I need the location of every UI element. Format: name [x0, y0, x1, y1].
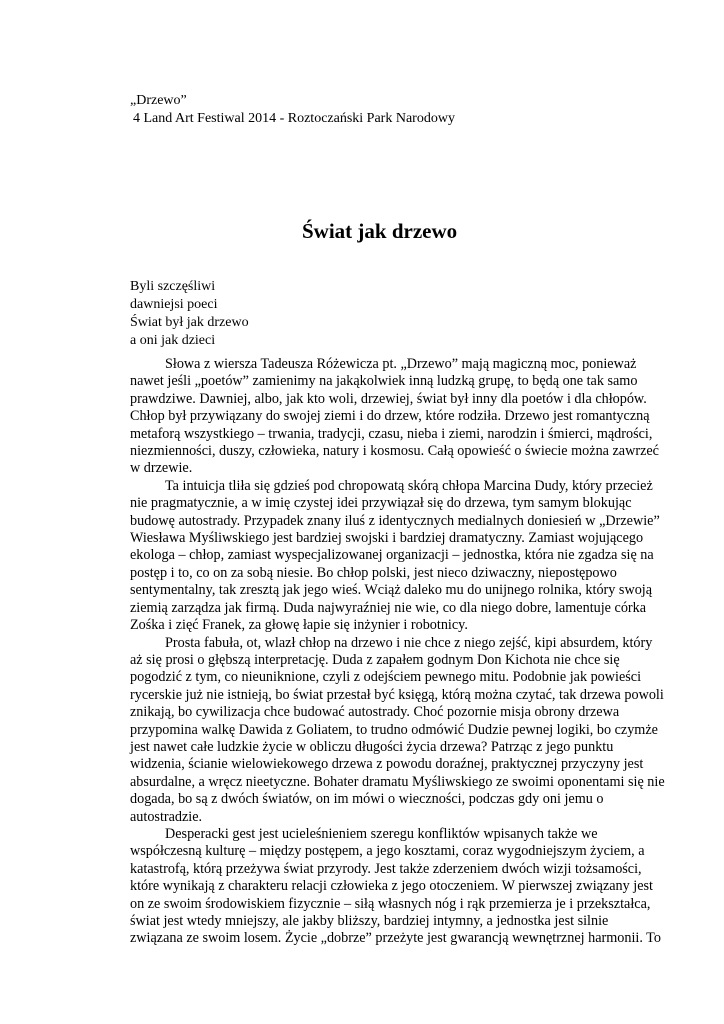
body-text-line: rycerskie już nie istnieją, bo świat przestał być księgą, którą można czytać, tak drzewa powoli	[130, 686, 664, 703]
body-text-line: absurdalne, a wręcz nieetyczne. Bohater dramatu Myśliwskiego ze swoimi oponentami się nie	[130, 773, 665, 790]
body-text-line: katastrofą, którą przeżywa świat przyrody. Jest także zderzeniem dwóch wizji tożsamości,	[130, 860, 642, 877]
body-text-line: autostradzie.	[130, 808, 203, 825]
body-text-line: Wiesława Myśliwskiego jest bardziej swojski i bardziej dramatyczny. Zamiast wojującego	[130, 530, 644, 547]
body-text-line: on ze swoim środowiskiem fizycznie – siłą własnych nóg i rąk przemierza je i przekształca,	[130, 895, 651, 912]
body-text-line: ekologa – chłop, zamiast wyspecjalizowanej organizacji – jednostka, która nie zgadza się na	[130, 547, 654, 564]
body-text-line: świat jest wtedy mniejszy, ale jakby bliższy, bardziej intymny, a jednostka jest silnie	[130, 913, 609, 929]
body-text-line: ziemią zarządza jak firmą. Duda najwyraźniej nie wie, co dla niego dobre, lamentuje córka	[130, 599, 647, 616]
body-text-line: w drzewie.	[130, 460, 193, 477]
document-header	[130, 92, 455, 128]
body-text-line: niezmienności, duszy, człowieka, natury i kosmosu. Całą opowieść o świecie można zawrzeć	[130, 443, 659, 460]
body-text-line: współczesną kulturę – między postępem, a jego kosztami, coraz wygodniejszym życiem, a	[130, 843, 645, 860]
header-festival-info: 4 Land Art Festiwal 2014 - Roztoczański Park Narodowy	[133, 111, 455, 126]
header-work-title: „Drzewo”	[130, 93, 187, 108]
poem-line: dawniejsi poeci	[130, 297, 218, 312]
body-text-line: związana ze swoim losem. Życie „dobrze” przeżyte jest gwarancją wewnętrznej harmonii. To	[130, 930, 661, 947]
body-text-line: budowę autostrady. Przypadek znany iluś z identycznych medialnych doniesień w „Drzewie”	[130, 512, 660, 529]
body-text-line: Zośka i zięć Franek, za głowę łapie się inżynier i robotnicy.	[130, 617, 468, 634]
poem-line: a oni jak dzieci	[130, 333, 216, 348]
body-text-line: prawdziwe. Dawniej, albo, jak kto woli, drzewiej, świat był inny dla poetów i dla chłopów.	[130, 390, 647, 407]
poem-quote	[130, 278, 249, 350]
body-text-line: Ta intuicja tliła się gdzieś pod chropowatą skórą chłopa Marcina Dudy, który przecież	[165, 477, 653, 494]
body-text-line: widzenia, ścianie wielowiekowego drzewa z powodu doraźnej, praktycznej przyczyny jest	[130, 756, 644, 773]
body-text-line: jest nawet całe ludzkie życie w obliczu długości życia drzewa? Patrząc z jego punktu	[130, 738, 614, 755]
body-text-line: metaforą wszystkiego – trwania, tradycji, czasu, nieba i ziemi, narodzin i śmierci, mądrości,	[130, 425, 653, 442]
body-text-line: pogodzić z tym, co nieuniknione, czyli z odejściem pewnego mitu. Podobnie jak powieści	[130, 669, 642, 686]
body-text-line: Słowa z wiersza Tadeusza Różewicza pt. „Drzewo” mają magiczną moc, ponieważ	[165, 356, 637, 372]
body-text-line: Desperacki gest jest ucieleśnieniem szeregu konfliktów wpisanych także we	[165, 825, 598, 842]
body-text-line: sentymentalny, tak zresztą jak jego wieś. Wciąż daleko mu do unijnego rolnika, który swoją	[130, 582, 653, 599]
body-text-line: dogada, bo są z dwóch światów, on im mówi o wieczności, podczas gdy oni jemu o	[130, 791, 604, 808]
article-body	[130, 356, 665, 948]
body-text-line: Prosta fabuła, ot, wlazł chłop na drzewo i nie chce z niego zejść, kipi absurdem, który	[165, 634, 653, 651]
body-text-line: nawet jeśli „poetów” zamienimy na jakąkolwiek inną ludzką grupę, to będą one tak samo	[130, 373, 638, 390]
body-text-line: przypomina walkę Dawida z Goliatem, to trudno odmówić Dudzie pewnej logiki, bo czymże	[130, 721, 658, 738]
body-text-line: Chłop był przywiązany do swojej ziemi i do drzew, które rodziła. Drzewo jest romantyczną	[130, 408, 650, 425]
body-text-line: znikają, bo cywilizacja chce budować autostrady. Choć pozornie misja obrony drzewa	[130, 704, 620, 721]
body-text-line: aż się prosi o głębszą interpretację. Duda z zapałem godnym Don Kichota nie chce się	[130, 651, 620, 668]
body-text-line: nie pragmatycznie, a w imię czystej idei przywiązał się do drzewa, tym samym blokując	[130, 495, 632, 512]
body-text-line: które wynikają z charakteru relacji człowieka z jego otoczeniem. W pierwszej związany jest	[130, 878, 653, 895]
article-title: Świat jak drzewo	[302, 219, 458, 243]
poem-line: Byli szczęśliwi	[130, 279, 216, 294]
poem-line: Świat był jak drzewo	[130, 315, 249, 330]
body-text-line: postęp i to, co on za sobą niesie. Bo chłop polski, jest nieco dziwaczny, niepostępowo	[130, 564, 617, 581]
